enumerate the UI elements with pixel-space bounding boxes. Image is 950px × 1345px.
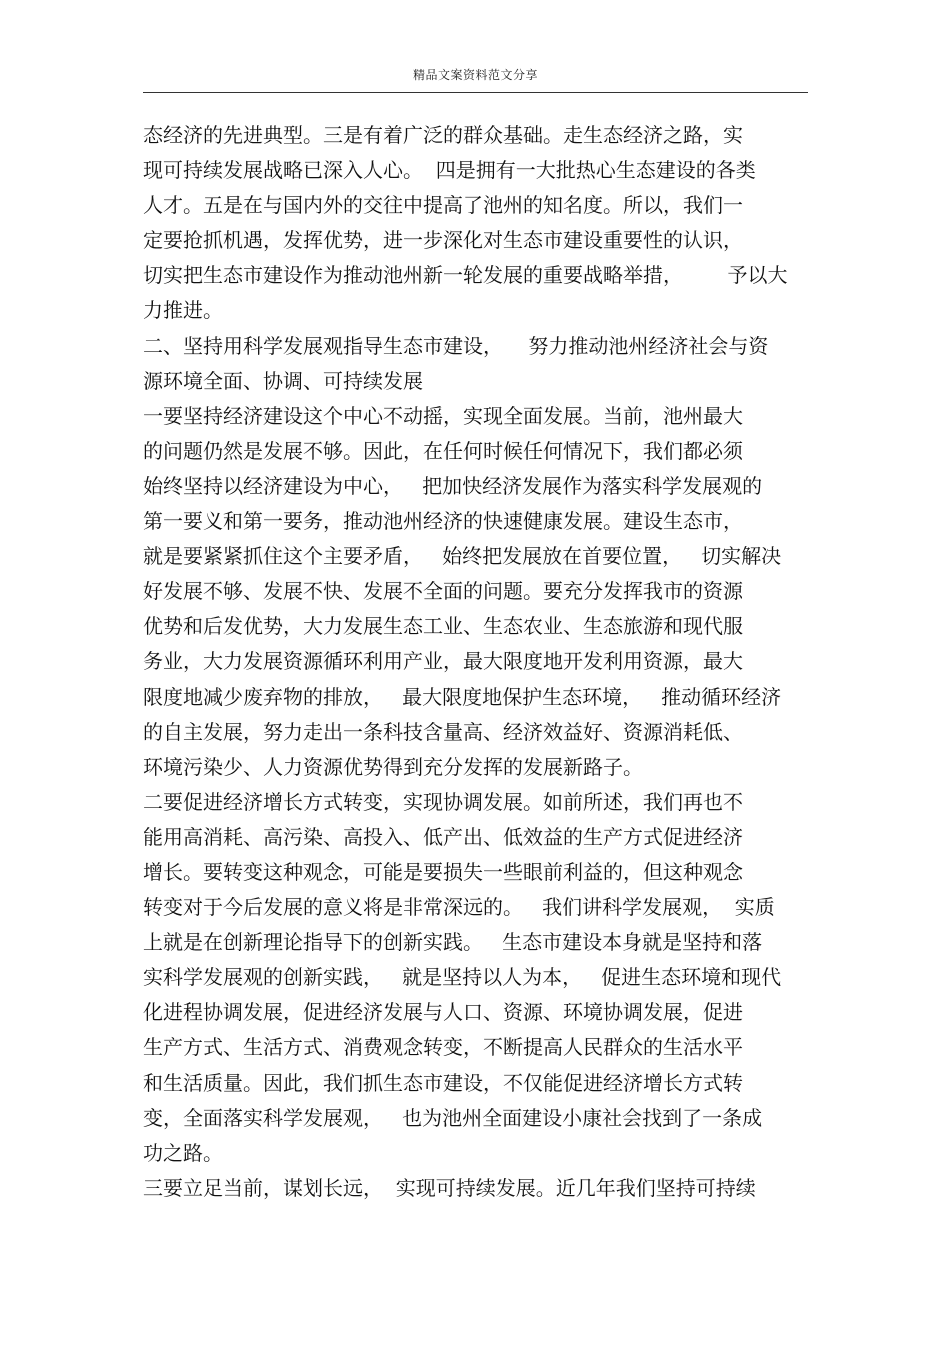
text-line: 始终坚持以经济建设为中心， 把加快经济发展作为落实科学发展观的 xyxy=(143,473,763,498)
text-line: 一要坚持经济建设这个中心不动摇，实现全面发展。当前，池州最大 xyxy=(143,403,743,428)
text-line: 变，全面落实科学发展观， 也为池州全面建设小康社会找到了一条成 xyxy=(143,1105,763,1130)
text-line: 定要抢抓机遇，发挥优势，进一步深化对生态市建设重要性的认识， xyxy=(143,228,743,253)
text-line: 好发展不够、发展不快、发展不全面的问题。要充分发挥我市的资源 xyxy=(143,579,743,604)
document-body xyxy=(143,118,823,1206)
text-line: 二、坚持用科学发展观指导生态市建设， 努力推动池州经济社会与资 xyxy=(143,333,769,358)
text-line: 第一要义和第一要务，推动池州经济的快速健康发展。建设生态市， xyxy=(143,509,743,534)
text-line: 化进程协调发展，促进经济发展与人口、资源、环境协调发展，促进 xyxy=(143,1000,743,1025)
text-line: 上就是在创新理论指导下的创新实践。 生态市建设本身就是坚持和落 xyxy=(143,930,763,955)
text-line: 功之路。 xyxy=(143,1140,223,1165)
text-line: 实科学发展观的创新实践， 就是坚持以人为本， 促进生态环境和现代 xyxy=(143,965,782,990)
text-line: 环境污染少、人力资源优势得到充分发挥的发展新路子。 xyxy=(143,754,643,779)
text-line: 和生活质量。因此，我们抓生态市建设，不仅能促进经济增长方式转 xyxy=(143,1070,743,1095)
text-line: 二要促进经济增长方式转变，实现协调发展。如前所述，我们再也不 xyxy=(143,789,743,814)
text-line: 务业，大力发展资源循环利用产业，最大限度地开发利用资源，最大 xyxy=(143,649,743,674)
text-line: 切实把生态市建设作为推动池州新一轮发展的重要战略举措， 予以大 xyxy=(143,263,788,288)
text-line: 三要立足当前，谋划长远， 实现可持续发展。近几年我们坚持可持续 xyxy=(143,1175,756,1200)
text-line: 的问题仍然是发展不够。因此，在任何时候任何情况下，我们都必须 xyxy=(143,438,743,463)
text-line: 生产方式、生活方式、消费观念转变，不断提高人民群众的生活水平 xyxy=(143,1035,743,1060)
text-line: 力推进。 xyxy=(143,298,223,323)
header-title: 精品文案资料范文分享 xyxy=(412,68,538,82)
text-line: 优势和后发优势，大力发展生态工业、生态农业、生态旅游和现代服 xyxy=(143,614,743,639)
text-line: 就是要紧紧抓住这个主要矛盾， 始终把发展放在首要位置， 切实解决 xyxy=(143,544,782,569)
text-line: 态经济的先进典型。三是有着广泛的群众基础。走生态经济之路，实 xyxy=(143,123,743,147)
page-header xyxy=(143,0,808,93)
text-line: 的自主发展，努力走出一条科技含量高、经济效益好、资源消耗低、 xyxy=(143,719,743,744)
text-line: 增长。要转变这种观念，可能是要损失一些眼前利益的，但这种观念 xyxy=(143,859,743,884)
text-line: 转变对于今后发展的意义将是非常深远的。 我们讲科学发展观， 实质 xyxy=(143,895,775,920)
text-line: 能用高消耗、高污染、高投入、低产出、低效益的生产方式促进经济 xyxy=(143,824,743,849)
text-line: 现可持续发展战略已深入人心。 四是拥有一大批热心生态建设的各类 xyxy=(143,158,756,183)
text-line: 源环境全面、协调、可持续发展 xyxy=(143,368,423,393)
text-line: 限度地减少废弃物的排放， 最大限度地保护生态环境， 推动循环经济 xyxy=(143,684,782,709)
text-line: 人才。五是在与国内外的交往中提高了池州的知名度。所以，我们一 xyxy=(143,193,743,218)
